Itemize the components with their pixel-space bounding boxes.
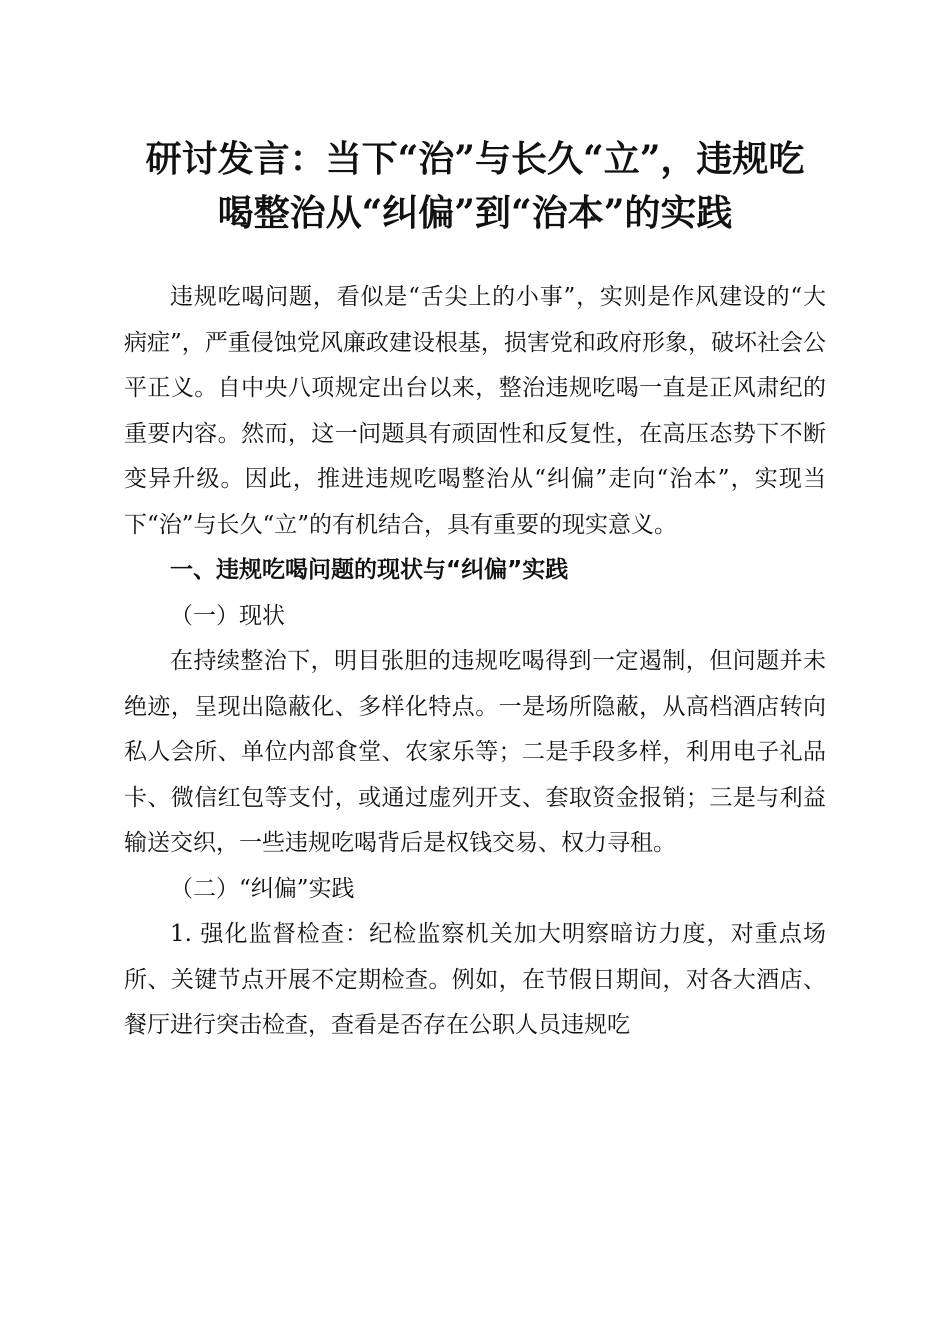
subsection-heading-practice: （二）“纠偏”实践 — [170, 875, 355, 902]
title-line-1: 研讨发言：当下“治”与长久“立”，违规吃 — [145, 138, 805, 180]
practice-paragraph-1: 1. 强化监督检查：纪检监察机关加大明察暗访力度，对重点场所、关键节点开展不定期检查。例如，在节假日期间，对各大酒店、餐厅进行突击检查，查看是否存在公职人员违规吃 — [124, 921, 826, 1038]
status-paragraph: 在持续整治下，明目张胆的违规吃喝得到一定遏制，但问题并未绝迹，呈现出隐蔽化、多样化特点。一是场所隐蔽，从高档酒店转向私人会所、单位内部食堂、农家乐等；二是手段多样，利用电子礼品卡、微信红包等支付，或通过虚列开支、套取资金报销；三是与利益输送交织，一些违规吃喝背后是权钱交易、权力寻租。 — [124, 648, 826, 856]
subsection-heading-status: （一）现状 — [170, 602, 285, 629]
section-heading-1: 一、违规吃喝问题的现状与“纠偏”实践 — [170, 557, 569, 583]
document-title — [100, 132, 850, 240]
intro-paragraph: 违规吃喝问题，看似是“舌尖上的小事”，实则是作风建设的“大病症”，严重侵蚀党风廉政建设根基，损害党和政府形象，破坏社会公平正义。自中央八项规定出台以来，整治违规吃喝一直是正风肃纪的重要内容。然而，这一问题具有顽固性和反复性，在高压态势下不断变异升级。因此，推进违规吃喝整治从“纠偏”走向“治本”，实现当下“治”与长久“立”的有机结合，具有重要的现实意义。 — [124, 284, 826, 538]
title-line-2: 喝整治从“纠偏”到“治本”的实践 — [217, 192, 733, 234]
document-body — [124, 275, 826, 1049]
